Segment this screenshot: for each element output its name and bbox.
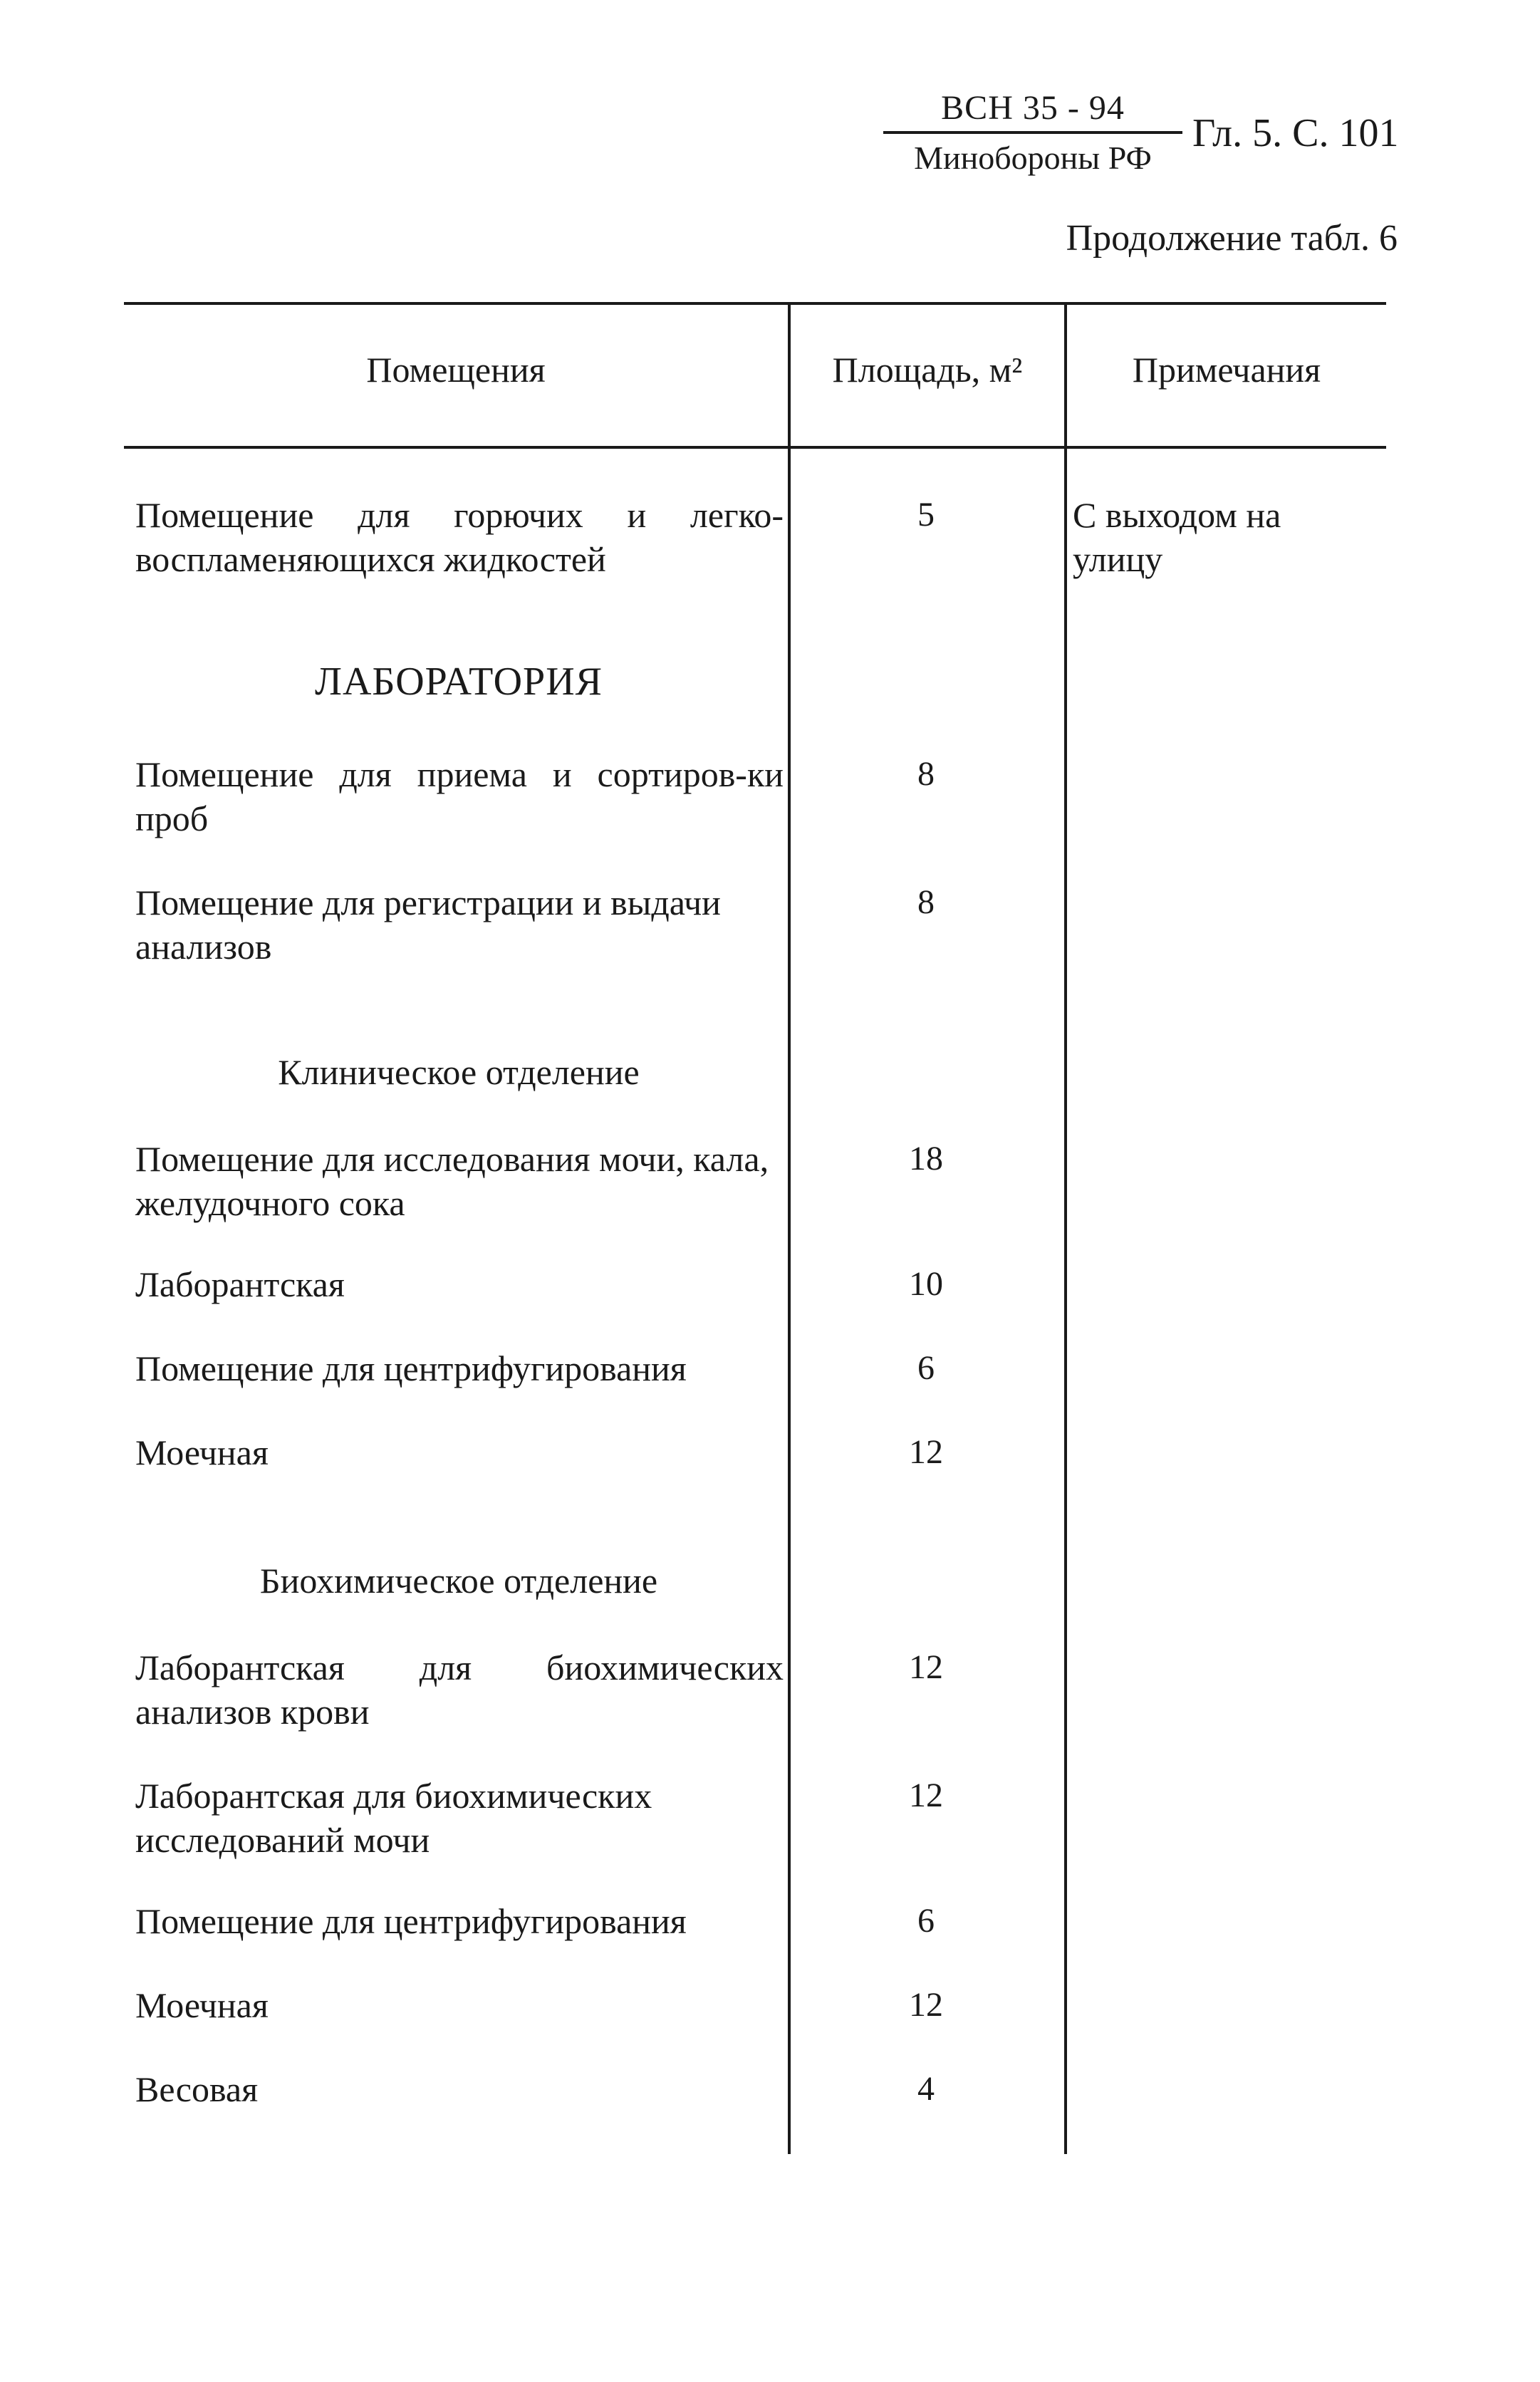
column-header-notes: Примечания [1132,350,1321,390]
table-top-rule [124,302,1386,305]
document-code [883,87,1182,180]
table-row-name: Помещение для горючих и легко-воспламеняющихся жидкостей [135,495,784,579]
table-row-area: 8 [917,755,935,793]
table-row-name: Весовая [135,2069,259,2109]
table-row-area: 6 [917,1349,935,1387]
section-heading-laboratory: ЛАБОРАТОРИЯ [315,660,603,704]
table-row-area: 12 [909,1777,943,1814]
table-row-name: Моечная [135,1432,269,1472]
table-row-area: 12 [909,1648,943,1686]
table-row-area: 18 [909,1140,943,1177]
document-code-authority: Минобороны РФ [914,140,1152,176]
table-row-name: Лаборантская для биохимических анализов крови [135,1648,784,1732]
column-divider-area [788,302,791,2154]
table-row-name: Помещение для регистрации и выдачи анализов [135,883,721,967]
table-row-area: 12 [909,1433,943,1471]
column-header-area: Площадь, м² [832,350,1023,390]
table-row-name: Помещение для приема и сортиров-ки проб [135,754,784,838]
table-row-area: 8 [917,883,935,921]
table-row-name: Лаборантская для биохимических исследований мочи [135,1776,652,1860]
table-row-name: Моечная [135,1985,269,2025]
document-code-number: ВСН 35 - 94 [883,87,1182,134]
table-row-area: 5 [917,496,935,534]
column-header-rooms: Помещения [366,350,546,390]
table-header-rule [124,446,1386,449]
table-caption: Продолжение табл. 6 [1066,218,1398,259]
table-row-note: С выходом на улицу [1073,495,1281,579]
table-row-name: Лаборантская [135,1264,345,1304]
table-row-area: 10 [909,1265,943,1303]
section-heading-clinical: Клиническое отделение [278,1052,640,1092]
table-row-name: Помещение для центрифугирования [135,1901,687,1941]
table-row-area: 12 [909,1986,943,2024]
table-row-name: Помещение для исследования мочи, кала, желудочного сока [135,1139,769,1223]
table-row-area: 4 [917,2070,935,2108]
chapter-page-number: Гл. 5. С. 101 [1192,111,1399,155]
section-heading-biochemical: Биохимическое отделение [259,1561,658,1601]
table-row-name: Помещение для центрифугирования [135,1348,687,1388]
column-divider-notes [1064,302,1067,2154]
table-row-area: 6 [917,1902,935,1940]
